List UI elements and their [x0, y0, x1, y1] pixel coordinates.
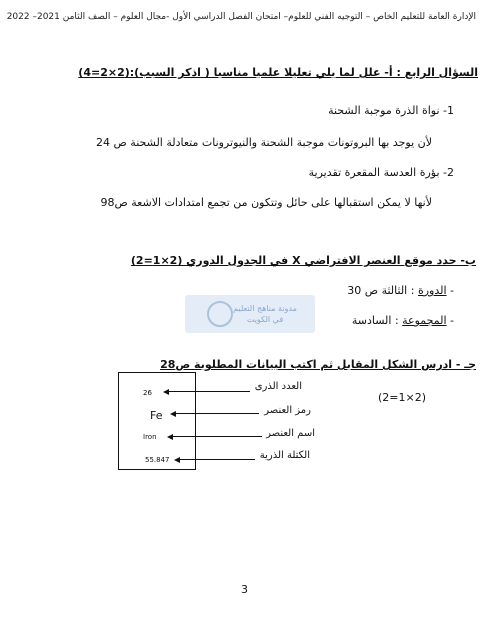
label-atomic-number: العدد الذرى — [254, 381, 302, 392]
watermark-logo-icon — [207, 301, 233, 327]
label-symbol: رمز العنصر — [264, 405, 311, 416]
watermark — [185, 295, 315, 333]
item-1-question: 1- نواة الذرة موجبة الشحنة — [328, 104, 454, 117]
group-value: : السادسة — [351, 314, 399, 327]
period-label: الدورة — [417, 284, 447, 297]
label-name: اسم العنصر — [266, 428, 315, 439]
group-row: - المجموعة : السادسة — [351, 314, 454, 327]
part-c-title: جـ - ادرس الشكل المقابل ثم اكتب البيانات المطلوبة ص28 — [160, 358, 476, 371]
element-name: Iron — [143, 433, 157, 441]
period-value: : الثالثة ص 30 — [347, 284, 415, 297]
atomic-mass: 55.847 — [145, 456, 170, 464]
item-2-question: 2- بؤرة العدسة المقعرة تقديرية — [308, 166, 454, 179]
element-symbol: Fe — [150, 409, 163, 422]
watermark-line-2: في الكويت — [246, 315, 284, 324]
question-4-title: السؤال الرابع : أ- علل لما يلي تعليلا علميا مناسبا ( اذكر السبب):(2×2=4) — [78, 66, 478, 79]
page-number: 3 — [241, 583, 248, 596]
watermark-line-1: مدونة مناهج التعليم — [233, 304, 297, 313]
marks-part-c: (2=1×2) — [378, 391, 427, 404]
page-header: الإدارة العامة للتعليم الخاص – التوجيه الفني للعلوم– امتحان الفصل الدراسي الأول -مجال العلوم – الصف الثامن 2021– 2022 — [6, 12, 476, 22]
label-mass: الكتلة الذرية — [259, 450, 310, 461]
period-row: - الدورة : الثالثة ص 30 — [347, 284, 454, 297]
group-label: المجموعة — [402, 314, 447, 327]
atomic-number: 26 — [143, 389, 152, 397]
part-b-title: ب- حدد موقع العنصر الافتراضي X في الجدول الدوري (2×1=2) — [130, 254, 476, 267]
item-2-answer: لأنها لا يمكن استقبالها على حائل وتتكون من تجمع امتدادات الاشعة ص98 — [100, 196, 432, 209]
element-box — [118, 372, 196, 470]
item-1-answer: لأن يوجد بها البروتونات موجبة الشحنة والنيوترونات متعادلة الشحنة ص 24 — [96, 136, 432, 149]
